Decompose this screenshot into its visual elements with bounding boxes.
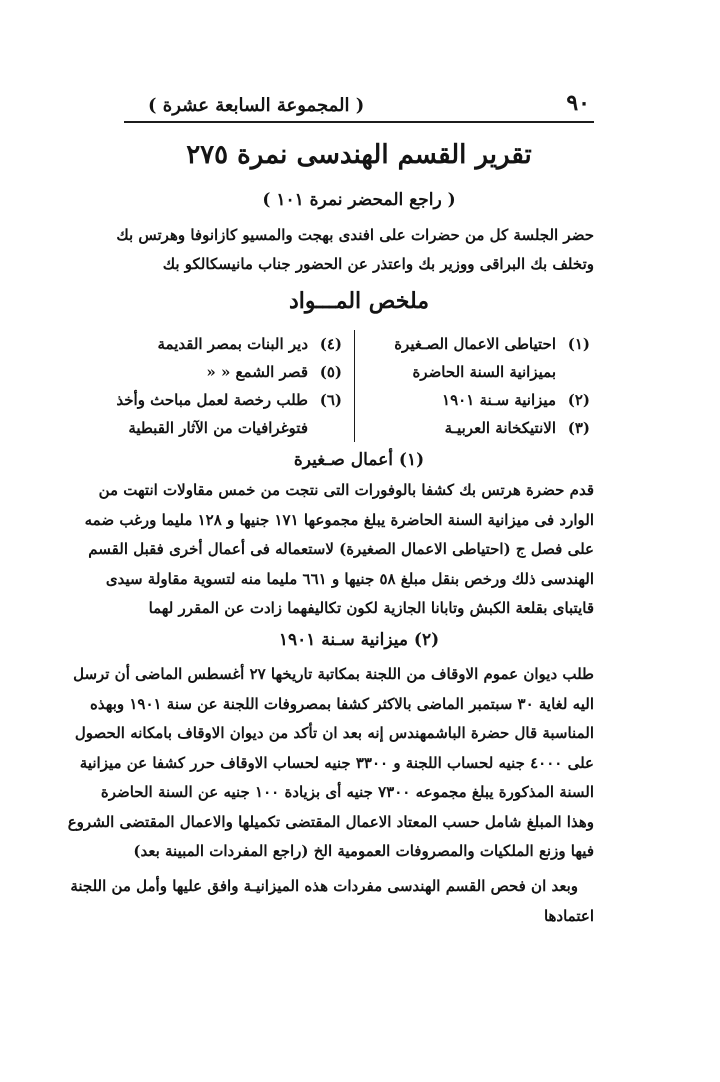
- report-title: تقرير القسم الهندسى نمرة ٢٧٥: [186, 140, 532, 170]
- paragraph-line: المناسبة قال حضرة الباشمهندس إنه بعد ان تأكد من ديوان الاوقاف بامكانه الحصول: [74, 724, 594, 742]
- paragraph-line: اعتمادها: [543, 906, 594, 925]
- summary-item: [128, 330, 342, 358]
- summary-item-continuation: [365, 358, 590, 386]
- page-header: [128, 82, 590, 116]
- paragraph-line: قدم حضرة هرتس بك كشفا بالوفورات التى نتجت من خمس مقاولات انتهت من: [98, 481, 594, 499]
- attendance-line: حضر الجلسة كل من حضرات على افندى بهجت والمسيو كازانوفا وهرتس بك: [116, 226, 594, 244]
- summary-item-number: (٢): [567, 391, 590, 409]
- summary-heading: ملخص المـــواد: [288, 288, 430, 314]
- summary-item-text: بميزانية السنة الحاضرة: [412, 363, 556, 381]
- summary-left-column: [116, 330, 354, 442]
- summary-item: [365, 330, 590, 358]
- paragraph-line: قايتباى بقلعة الكبش وتابانا الجازية لكون تكاليفهما زادت عن المقرر لهما: [148, 599, 594, 617]
- summary-item-continuation: [128, 414, 342, 442]
- page-number: ٩٠: [566, 90, 590, 116]
- section-heading: (١) أعمال صـغيرة: [293, 450, 425, 470]
- header-rule: [124, 121, 594, 123]
- summary-item-number: (١): [567, 335, 590, 353]
- attendance-line: وتخلف بك البراقى ووزير بك واعتذر عن الحضور جناب مانيسكالكو بك: [162, 255, 594, 273]
- paragraph-line: على ٤٠٠٠ جنيه لحساب اللجنة و ٣٣٠٠ جنيه لحساب الاوقاف حرر كشفا عن ميزانية: [79, 753, 594, 772]
- paragraph-line: اليه لغاية ٣٠ سبتمبر الماضى بالاكثر كشفا بمصروفات اللجنة عن سنة ١٩٠١ وبهذه: [90, 694, 594, 713]
- section-paragraph: [67, 660, 594, 867]
- summary-item-number: (٦): [319, 391, 342, 409]
- closing-paragraph: [70, 872, 594, 931]
- paragraph-line: وبعد ان فحص القسم الهندسى مفردات هذه الميزانيـة وافق عليها وأمل من اللجنة: [70, 877, 578, 895]
- summary-item-number: (٣): [567, 419, 590, 437]
- section-heading: (٢) ميزانية سـنة ١٩٠١: [278, 630, 440, 650]
- paragraph-line: الهندسى ذلك ورخص بنقل مبلغ ٥٨ جنيها و ٦٦١ مليما منه لتسوية مقاولة سيدى: [105, 569, 594, 588]
- summary-item: [365, 414, 590, 442]
- running-title: ( المجموعة السابعة عشرة ): [148, 95, 365, 116]
- section-paragraph: [84, 476, 594, 624]
- paragraph-line: فيها وزنع الملكيات والمصروفات العمومية الخ (راجع المفردات المبينة بعد): [133, 842, 594, 860]
- summary-item-number: (٥): [319, 363, 342, 381]
- summary-item-number: (٤): [319, 335, 342, 353]
- paragraph-line: على فصل ج (احتياطى الاعمال الصغيرة) لاستعماله فى أعمال أخرى فقبل القسم: [88, 540, 594, 558]
- summary-item-text: احتياطى الاعمال الصـغيرة: [394, 335, 556, 353]
- attendance-paragraph: [116, 221, 594, 279]
- summary-contents: [116, 330, 590, 442]
- summary-item-text: قصر الشمع « «: [206, 363, 308, 381]
- summary-right-column: [354, 330, 590, 442]
- summary-item-text: الانتيكخانة العربيـة: [444, 419, 556, 437]
- summary-item-text: فتوغرافيات من الآثار القبطية: [128, 419, 308, 437]
- paragraph-line: طلب ديوان عموم الاوقاف من اللجنة بمكاتبة تاريخها ٢٧ أغسطس الماضى أن ترسل: [73, 665, 594, 683]
- summary-item-text: ميزانية سـنة ١٩٠١: [442, 391, 556, 409]
- summary-item-text: طلب رخصة لعمل مباحث وأخذ: [116, 391, 308, 409]
- summary-item: [365, 386, 590, 414]
- summary-item: [116, 386, 342, 414]
- summary-item: [128, 358, 342, 386]
- paragraph-line: السنة المذكورة يبلغ مجموعه ٧٣٠٠ جنيه أى بزيادة ١٠٠ جنيه عن السنة الحاضرة: [100, 783, 594, 801]
- paragraph-line: وهذا المبلغ شامل حسب المعتاد الاعمال المقتضى تكميلها والاعمال المقتضى الشروع: [67, 812, 594, 831]
- summary-item-text: دير البنات بمصر القديمة: [157, 335, 308, 353]
- report-subtitle: ( راجع المحضر نمرة ١٠١ ): [262, 190, 456, 210]
- paragraph-line: الوارد فى ميزانية السنة الحاضرة يبلغ مجموعها ١٧١ جنيها و ١٢٨ مليما ورغب ضمه: [84, 510, 594, 529]
